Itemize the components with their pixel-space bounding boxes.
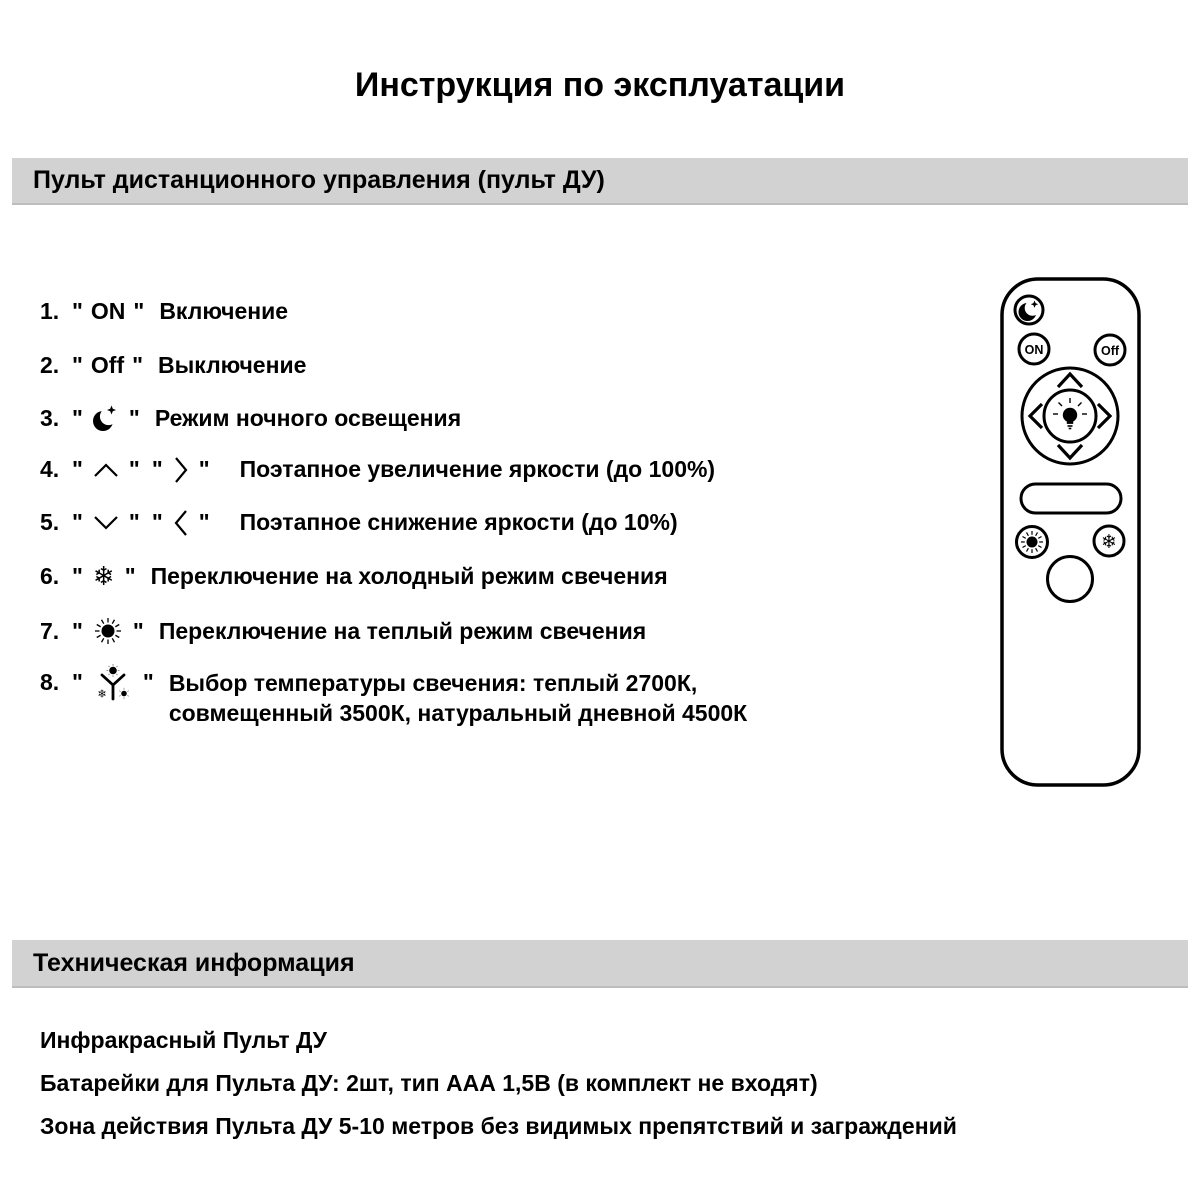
quote-mark: " [133,298,145,324]
moon-icon [93,403,119,433]
quote-mark: " [132,617,144,644]
on-key-label: ON [90,298,126,324]
list-item [40,403,461,433]
list-item [40,508,678,537]
quote-mark: " [72,404,83,431]
quote-mark: " [132,352,144,378]
chevron-left-icon [173,509,189,537]
svg-text:❄: ❄ [97,687,107,701]
quote-mark: " [72,669,83,695]
off-key-label: Off [90,352,125,378]
list-item [40,455,715,484]
item-description: Поэтапное увеличение яркости (до 100%) [239,456,716,482]
item-description: Включение [159,298,289,324]
quote-mark: " [72,509,83,535]
quote-mark: " [72,352,83,378]
item-number: 2. [40,352,60,378]
chevron-down-icon [93,515,119,531]
quote-mark: " [151,456,163,482]
item-number: 8. [40,669,60,695]
remote-control-diagram [1000,277,1141,787]
item-number: 1. [40,298,60,324]
tech-info-line: Зона действия Пульта ДУ 5-10 метров без видимых препятствий и заграждений [40,1113,957,1139]
tech-info-line: Батарейки для Пульта ДУ: 2шт, тип ААА 1,5В (в комплект не входят) [40,1070,818,1096]
list-item [40,351,306,380]
item-description: Выключение [158,352,307,378]
section-header-remote-label: Пульт дистанционного управления (пульт ДУ) [33,166,605,194]
page-title: Инструкция по эксплуатации [354,66,846,104]
quote-mark: " [72,617,83,644]
item-number: 5. [40,509,60,535]
warm-mode-button [1017,527,1048,558]
section-header-remote [12,158,1188,205]
list-item [40,562,668,591]
section-header-tech [12,940,1188,988]
snowflake-icon: ❄ [92,561,115,592]
item-number: 3. [40,404,60,431]
chevron-up-icon [93,462,119,478]
item-description: Переключение на теплый режим свечения [158,617,647,644]
quote-mark: " [72,563,83,589]
svg-text:ON: ON [1024,343,1044,357]
item-number: 7. [40,617,60,644]
quote-mark: " [198,456,210,482]
item-number: 6. [40,563,60,589]
quote-mark: " [128,456,140,482]
svg-text:Off: Off [1100,344,1120,358]
quote-mark: " [151,509,163,535]
quote-mark: " [142,669,154,695]
tech-info-line: Инфракрасный Пульт ДУ [40,1027,327,1053]
item-number: 4. [40,456,60,482]
quote-mark: " [72,298,83,324]
quote-mark: " [124,563,136,589]
quote-mark: " [198,509,210,535]
list-item [40,668,747,728]
color-temperature-icon [93,664,133,702]
snowflake-icon: ❄ [1101,531,1117,553]
section-header-tech-label: Техническая информация [33,948,355,977]
item-description: Выбор температуры свечения: теплый 2700К, совмещенный 3500К, натуральный дневной 4500К [168,670,748,726]
quote-mark: " [128,509,140,535]
list-item [40,616,646,646]
item-description: Режим ночного освещения [154,404,462,431]
item-description: Поэтапное снижение яркости (до 10%) [239,509,678,535]
sun-icon [93,616,123,646]
quote-mark: " [72,456,83,482]
list-item [40,297,288,326]
chevron-right-icon [173,456,189,484]
quote-mark: " [128,404,140,431]
item-description: Переключение на холодный режим свечения [150,563,668,589]
